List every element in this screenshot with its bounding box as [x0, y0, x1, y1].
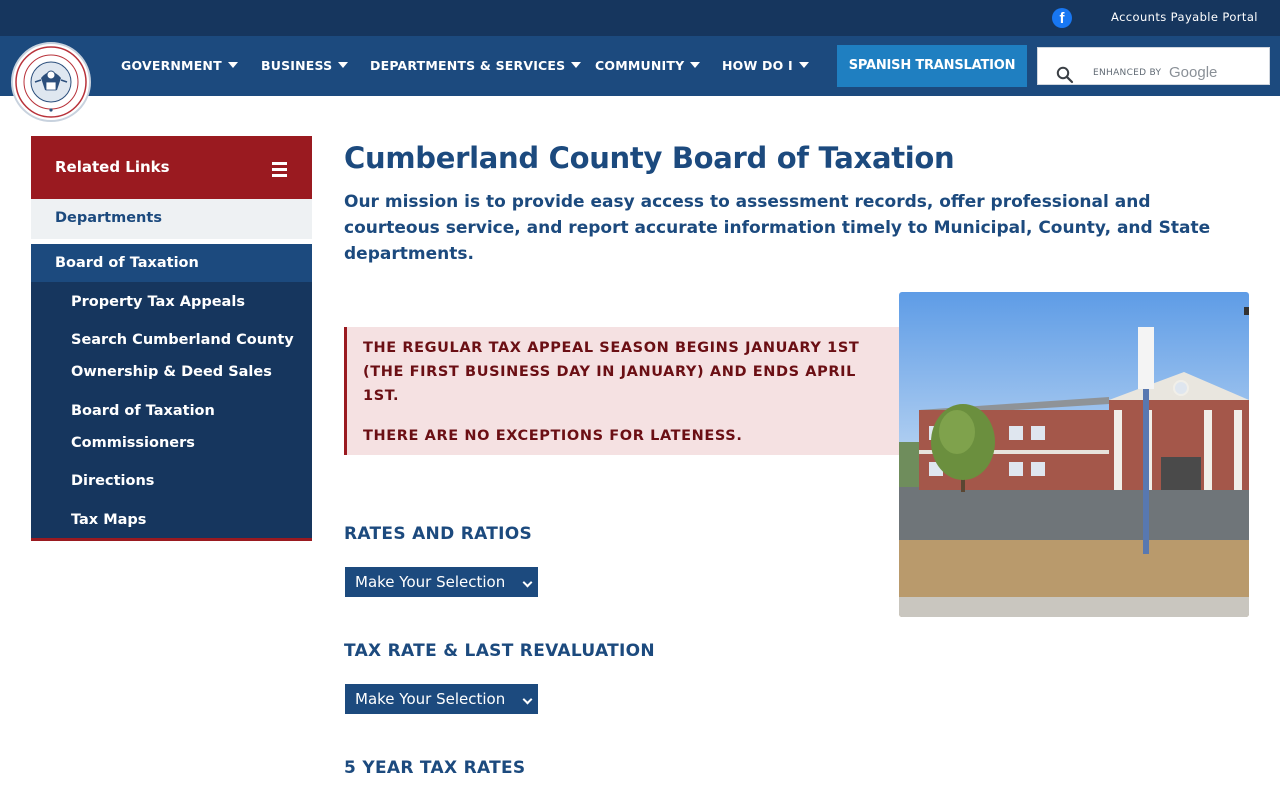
chevron-down-icon: [228, 62, 238, 68]
mission-statement: Our mission is to provide easy access to assessment records, offer professional and courteous service, and report accurate information timely to Municipal, County, and State departments.: [344, 192, 1211, 264]
nav-business[interactable]: [261, 58, 348, 73]
sidebar-item-search-ownership[interactable]: Search Cumberland County: [71, 332, 294, 348]
accounts-payable-link[interactable]: Accounts Payable Portal: [1111, 10, 1258, 24]
nav-departments-services[interactable]: [370, 58, 581, 73]
chevron-down-icon: [523, 578, 533, 588]
main-navbar: [0, 36, 1280, 96]
notice-lateness-text: THERE ARE NO EXCEPTIONS FOR LATENESS.: [363, 428, 743, 444]
nav-how-do-i-label: HOW DO I: [722, 58, 793, 73]
rates-ratios-select[interactable]: [345, 567, 538, 597]
search-icon[interactable]: [1056, 66, 1074, 84]
nav-departments-label: DEPARTMENTS & SERVICES: [370, 58, 566, 73]
sidebar-submenu: [31, 282, 312, 541]
five-year-tax-rates-heading: 5 YEAR TAX RATES: [344, 758, 526, 778]
sidebar-item-label: Departments: [55, 210, 162, 226]
sidebar-item-board-commissioners[interactable]: Board of Taxation: [71, 403, 215, 419]
chevron-down-icon: [571, 62, 581, 68]
county-seal-logo[interactable]: [11, 42, 91, 122]
notice-season-text: THE REGULAR TAX APPEAL SEASON BEGINS JANUARY 1ST (THE FIRST BUSINESS DAY IN JANUARY) AND ENDS APRIL 1ST.: [363, 340, 860, 404]
rates-ratios-select-value: Make Your Selection: [355, 573, 506, 591]
nav-business-label: BUSINESS: [261, 58, 333, 73]
enhanced-by-label: ENHANCED BY: [1093, 68, 1162, 78]
sidebar-item-directions[interactable]: Directions: [71, 473, 155, 489]
spanish-translation-button[interactable]: SPANISH TRANSLATION: [837, 45, 1027, 87]
google-wordmark: Google: [1169, 64, 1218, 81]
search-input[interactable]: [1037, 47, 1270, 85]
sidebar-item-property-tax-appeals[interactable]: Property Tax Appeals: [71, 294, 245, 310]
utility-bar: [0, 0, 1280, 36]
nav-community-label: COMMUNITY: [595, 58, 685, 73]
nav-how-do-i[interactable]: [722, 58, 809, 73]
sidebar-item-tax-maps[interactable]: Tax Maps: [71, 512, 147, 528]
nav-community[interactable]: [595, 58, 700, 73]
nav-government-label: GOVERNMENT: [121, 58, 222, 73]
menu-icon[interactable]: [272, 162, 287, 176]
related-links-header[interactable]: [31, 136, 312, 199]
facebook-icon[interactable]: f: [1052, 8, 1072, 28]
related-links-sidebar: [31, 136, 312, 541]
appeal-season-notice: [344, 327, 899, 455]
nav-government[interactable]: [121, 58, 238, 73]
tax-rate-revaluation-select[interactable]: [345, 684, 538, 714]
chevron-down-icon: [523, 695, 533, 705]
sidebar-item-departments[interactable]: [31, 199, 312, 239]
sidebar-item-board-commissioners-line2[interactable]: Commissioners: [71, 435, 195, 451]
sidebar-item-search-ownership-line2[interactable]: Ownership & Deed Sales: [71, 364, 272, 380]
chevron-down-icon: [799, 62, 809, 68]
page-title: Cumberland County Board of Taxation: [344, 141, 955, 175]
rates-ratios-heading: RATES AND RATIOS: [344, 524, 533, 544]
building-photo: [899, 292, 1249, 617]
tax-rate-select-value: Make Your Selection: [355, 690, 506, 708]
tax-rate-revaluation-heading: TAX RATE & LAST REVALUATION: [344, 641, 655, 661]
chevron-down-icon: [338, 62, 348, 68]
sidebar-item-board-of-taxation[interactable]: [31, 244, 312, 282]
sidebar-item-label: Board of Taxation: [55, 255, 199, 271]
chevron-down-icon: [690, 62, 700, 68]
related-links-title: Related Links: [55, 158, 170, 176]
